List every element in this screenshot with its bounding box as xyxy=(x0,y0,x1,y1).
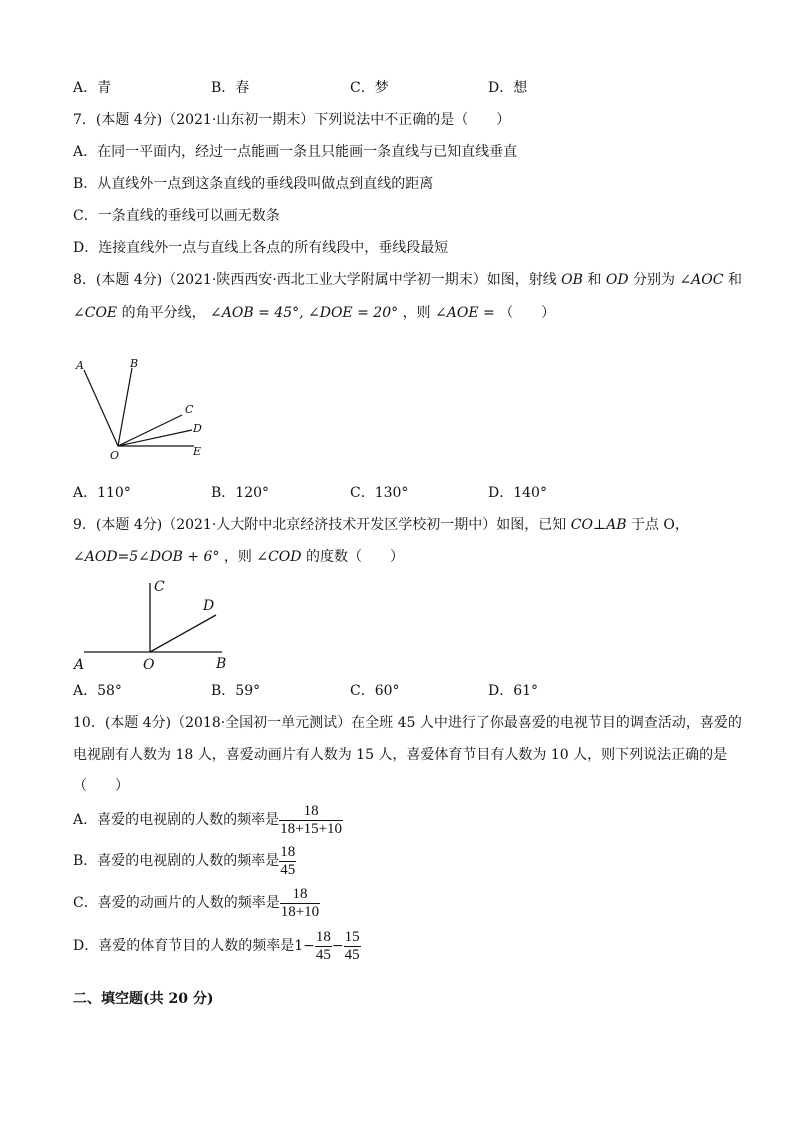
q8-figure xyxy=(70,355,220,465)
q9-option-d: D．61° xyxy=(488,683,539,699)
q8-ray-od: OD xyxy=(605,272,629,288)
q9-stem-line2 xyxy=(73,547,404,567)
q8-angle-aoc: ∠AOC xyxy=(679,272,724,288)
q9-angle-cod: ∠COD xyxy=(256,549,302,565)
q9-stem-text: 的度数（ ） xyxy=(305,549,404,565)
label-b: B xyxy=(130,357,139,370)
denominator: 18+15+10 xyxy=(280,820,343,837)
denominator: 45 xyxy=(344,946,360,963)
q10-stem-line3: （ ） xyxy=(73,778,129,794)
q9-figure xyxy=(70,575,240,675)
q9-stem-line1 xyxy=(73,515,689,535)
q8-stem-text: 分别为 xyxy=(633,272,675,288)
q8-ask-aoe: ∠AOE = xyxy=(435,305,495,321)
q8-stem-line1 xyxy=(73,270,742,290)
ray-oc xyxy=(118,415,182,446)
label-a: A xyxy=(74,657,85,673)
q9-option-b: B．59° xyxy=(211,683,261,699)
numerator: 15 xyxy=(344,928,360,945)
label-b: B xyxy=(216,656,227,672)
q10-option-b-text: B．喜爱的电视剧的人数的频率是 xyxy=(73,853,280,869)
ray-od xyxy=(118,430,192,446)
q9-option-c: C．60° xyxy=(350,683,400,699)
q10-stem-line1: 10．(本题 4分)（2018·全国初一单元测试）在全班 45 人中进行了你最喜爱的电视节目的调查活动，喜爱的 xyxy=(73,715,742,731)
q8-option-b: B．120° xyxy=(211,485,270,501)
label-c: C xyxy=(154,579,165,595)
q10-option-b xyxy=(73,842,296,880)
one-minus: 1− xyxy=(294,938,315,954)
q8-stem-text: ，则 xyxy=(402,305,431,321)
q10-option-a xyxy=(73,801,343,839)
q10-option-c xyxy=(73,884,320,922)
q7-option-d: D．连接直线外一点与直线上各点的所有线段中，垂线段最短 xyxy=(73,240,449,256)
label-d: D xyxy=(193,422,202,435)
q8-condition: ∠AOB = 45°, ∠DOE = 20° xyxy=(210,305,399,321)
q10-option-a-text: A．喜爱的电视剧的人数的频率是 xyxy=(73,812,280,828)
fraction xyxy=(315,929,332,964)
q8-stem-text: 8．(本题 4分)（2021·陕西西安·西北工业大学附属中学初一期末）如图，射线 xyxy=(73,272,557,288)
denominator: 45 xyxy=(315,946,331,963)
ray-od xyxy=(150,615,216,652)
q8-stem-text: 和 xyxy=(587,272,602,288)
q8-option-c: C．130° xyxy=(350,485,409,501)
label-e: E xyxy=(193,445,202,458)
q8-option-a: A．110° xyxy=(73,485,131,501)
q8-stem-text: 和 xyxy=(727,272,742,288)
label-d: D xyxy=(203,598,215,614)
q9-stem-text: ，则 xyxy=(223,549,252,565)
denominator: 18+10 xyxy=(280,903,320,920)
fraction xyxy=(279,844,296,879)
q10-option-c-text: C．喜爱的动画片的人数的频率是 xyxy=(73,895,280,911)
q6-option-c: C．梦 xyxy=(350,80,389,96)
minus-sign: − xyxy=(331,938,344,954)
q6-option-a: A．青 xyxy=(73,80,112,96)
q7-option-c: C．一条直线的垂线可以画无数条 xyxy=(73,208,280,224)
q9-stem-text: 于点 O， xyxy=(630,517,689,533)
section-title: 二、填空题(共 20 分) xyxy=(73,991,214,1007)
q7-option-b: B．从直线外一点到这条直线的垂线段叫做点到直线的距离 xyxy=(73,176,434,192)
q6-options xyxy=(73,78,713,98)
numerator: 18 xyxy=(280,843,296,860)
q10-stem-line2: 电视剧有人数为 18 人，喜爱动画片有人数为 15 人，喜爱体育节目有人数为 10 人，则下列说法正确的是 xyxy=(73,747,728,763)
denominator: 45 xyxy=(280,861,296,878)
label-c: C xyxy=(185,403,194,416)
fraction xyxy=(279,803,343,838)
q6-option-b: B．春 xyxy=(211,80,250,96)
q8-stem-text: 的角平分线， xyxy=(121,305,206,321)
q8-ray-ob: OB xyxy=(561,272,583,288)
numerator: 18 xyxy=(279,803,343,821)
q8-stem-text: （ ） xyxy=(499,305,556,321)
q9-condition: ∠AOD=5∠DOB + 6° xyxy=(73,549,220,565)
q8-stem-line2 xyxy=(73,303,555,323)
q10-option-d xyxy=(73,927,361,965)
label-o: O xyxy=(143,657,155,673)
fraction xyxy=(280,886,320,921)
q7-option-a: A．在同一平面内，经过一点能画一条且只能画一条直线与已知直线垂直 xyxy=(73,144,518,160)
q6-option-d: D．想 xyxy=(488,80,528,96)
q10-option-d-text: D．喜爱的体育节目的人数的频率是 xyxy=(73,938,295,954)
label-o: O xyxy=(110,449,120,462)
q8-angle-coe: ∠COE xyxy=(73,305,118,321)
fraction xyxy=(344,929,361,964)
q9-options xyxy=(73,681,713,701)
q8-options xyxy=(73,483,713,503)
ray-oa xyxy=(84,370,118,446)
q9-perpendicular: CO⊥AB xyxy=(570,517,627,533)
q7-stem: 7．(本题 4分)（2021·山东初一期末）下列说法中不正确的是（ ） xyxy=(73,112,511,128)
q9-option-a: A．58° xyxy=(73,683,122,699)
numerator: 18 xyxy=(280,886,320,904)
numerator: 18 xyxy=(315,928,331,945)
ray-ob xyxy=(118,368,132,446)
label-a: A xyxy=(76,359,84,372)
q8-option-d: D．140° xyxy=(488,485,547,501)
q9-stem-text: 9．(本题 4分)（2021·人大附中北京经济技术开发区学校初一期中）如图，已知 xyxy=(73,517,567,533)
